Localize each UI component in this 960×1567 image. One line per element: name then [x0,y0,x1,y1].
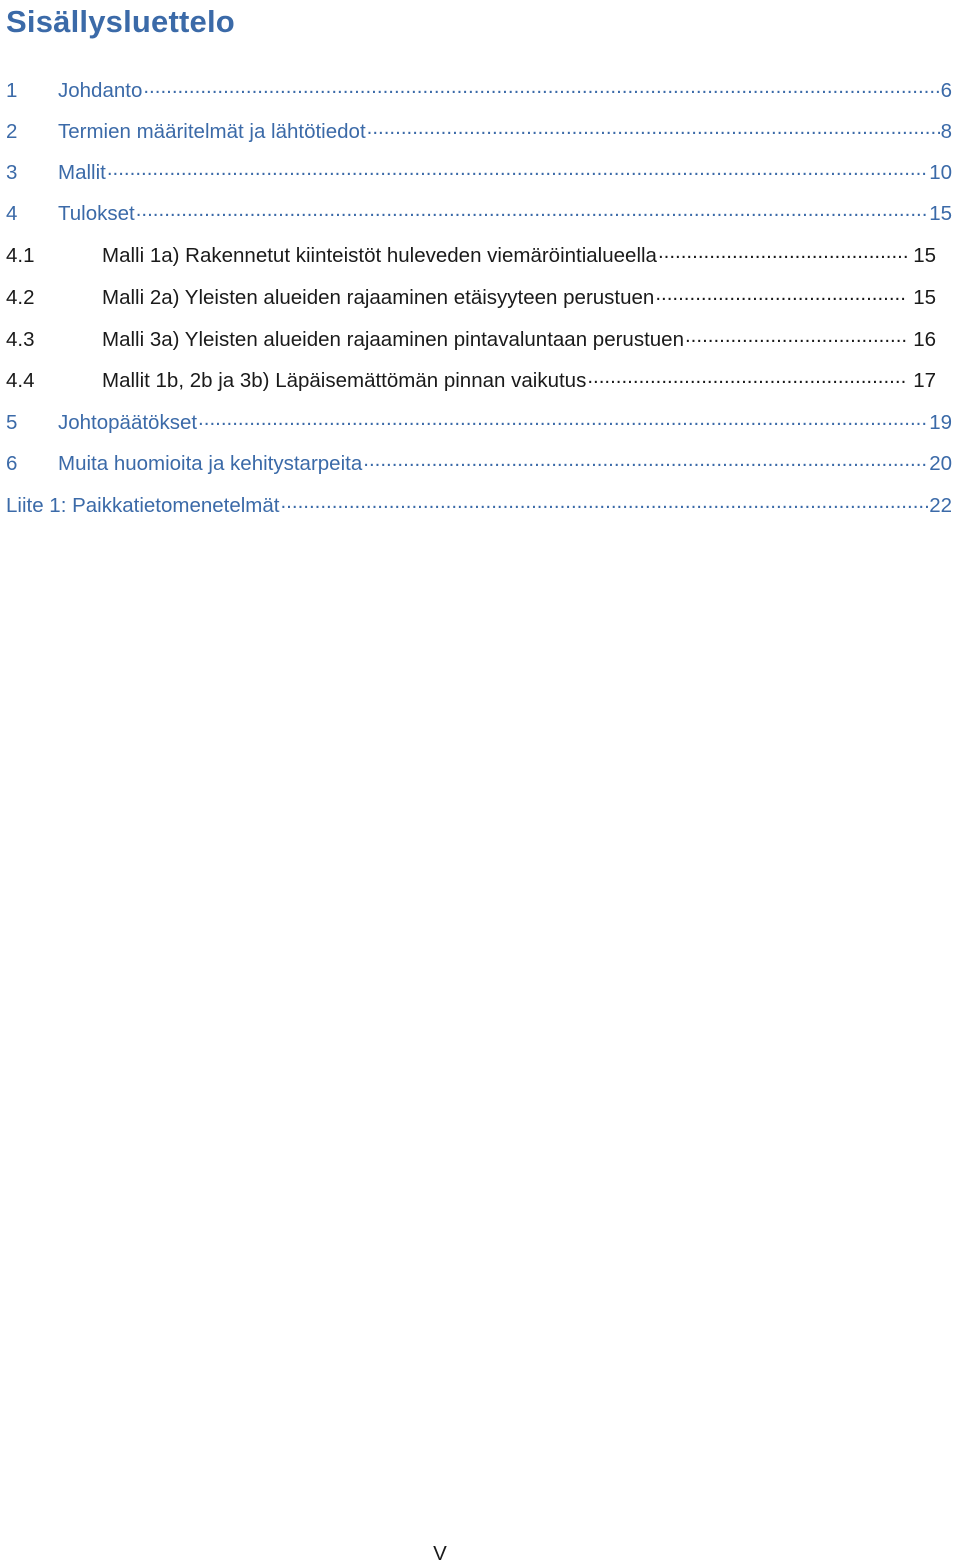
toc-entry-title: Malli 3a) Yleisten alueiden rajaaminen pintavaluntaan perustuen [102,328,684,351]
toc-entry-number: 4 [6,202,18,225]
toc-entry-page: 19 [929,411,952,434]
toc-entry-2[interactable] [6,118,952,146]
toc-leader-dots [367,118,940,138]
page-title: Sisällysluettelo [6,4,235,39]
toc-entry-title: Tulokset [58,202,135,225]
toc-leader-dots [655,284,907,304]
toc-entry-title: Malli 1a) Rakennetut kiinteistöt huleveden viemäröintialueella [102,244,657,267]
toc-entry-title: Termien määritelmät ja lähtötiedot [58,120,366,143]
toc-entry-number: 4.2 [6,286,35,309]
toc-entry-title: Muita huomioita ja kehitystarpeita [58,452,363,475]
toc-entry-page: 16 [913,328,936,351]
toc-entry-4[interactable] [6,200,952,228]
toc-leader-dots [143,77,939,97]
toc-entry-title: Malli 2a) Yleisten alueiden rajaaminen etäisyyteen perustuen [102,286,655,309]
toc-entry-4-3[interactable] [6,326,936,354]
toc-leader-dots [136,200,928,220]
toc-leader-dots [107,159,928,179]
toc-entry-4-1[interactable] [6,242,936,270]
toc-entry-title: Johdanto [58,79,143,102]
toc-entry-page: 20 [929,452,952,475]
toc-entry-title: Mallit [58,161,106,184]
toc-entry-page: 17 [913,369,936,392]
toc-entry-number: 2 [6,120,18,143]
toc-entry-page: 15 [929,202,952,225]
toc-entry-page: 6 [940,79,952,102]
toc-entry-number: 3 [6,161,18,184]
toc-entry-number: 4.1 [6,244,35,267]
toc-entry-page: 15 [913,244,936,267]
toc-entry-title: Johtopäätökset [58,411,198,434]
toc-entry-number: 6 [6,452,18,475]
toc-leader-dots [685,326,907,346]
toc-leader-dots [587,367,907,387]
toc-entry-5[interactable] [6,409,952,437]
toc-leader-dots [198,409,928,429]
page-number: V [433,1542,447,1565]
toc-entry-number: 5 [6,411,18,434]
toc-entry-1[interactable] [6,77,952,105]
toc-entry-number: 4.4 [6,369,35,392]
toc-entry-page: 8 [940,120,952,143]
toc-entry-title: Mallit 1b, 2b ja 3b) Läpäisemättömän pinnan vaikutus [102,369,587,392]
toc-leader-dots [280,492,928,512]
toc-entry-number: 1 [6,79,18,102]
toc-entry-4-4[interactable] [6,367,936,395]
toc-entry-appendix-1[interactable] [6,492,952,520]
toc-leader-dots [363,450,928,470]
toc-entry-page: 15 [913,286,936,309]
toc-entry-4-2[interactable] [6,284,936,312]
toc-entry-page: 22 [929,494,952,517]
toc-entry-3[interactable] [6,159,952,187]
toc-entry-number: 4.3 [6,328,35,351]
toc-entry-page: 10 [929,161,952,184]
toc-entry-title: Liite 1: Paikkatietomenetelmät [6,494,280,517]
toc-entry-6[interactable] [6,450,952,478]
toc-leader-dots [658,242,907,262]
